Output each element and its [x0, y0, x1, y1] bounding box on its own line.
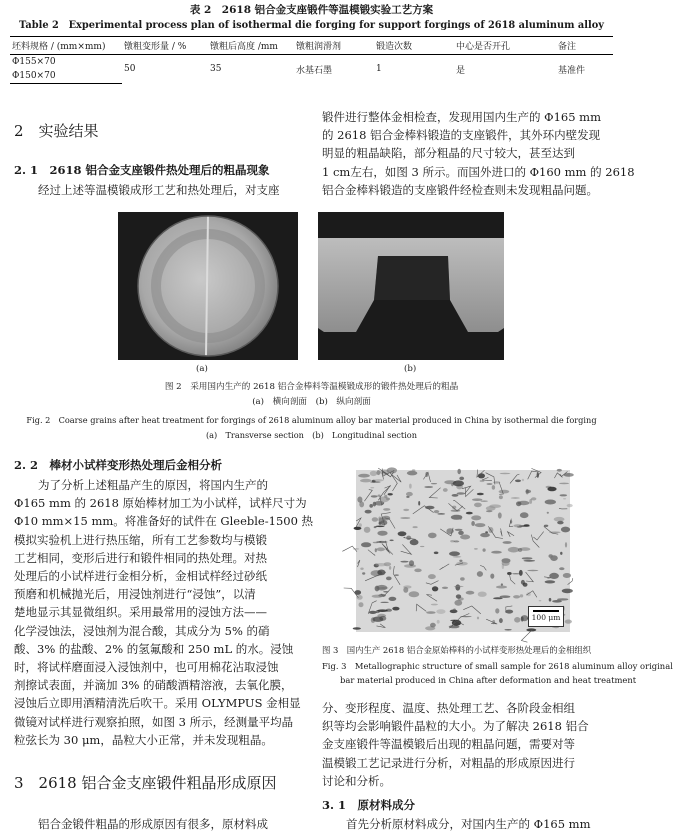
cell-deformation: 50: [124, 64, 136, 75]
paragraph: 经过上述等温模锻成形工艺和热处理后，对支座: [38, 183, 280, 197]
figure2a-photo: [118, 212, 298, 360]
figure3-caption-en-1: Fig. 3 Metallographic structure of small sample for 2618 aluminum alloy original: [322, 661, 673, 671]
paragraph: 首先分析原材料成分，对国内生产的 Φ165 mm: [346, 817, 591, 831]
figure2b-photo: [318, 212, 504, 360]
cell-times: 1: [376, 64, 382, 75]
paragraph-right-top: 锻件进行整体金相检查，发现用国内生产的 Φ165 mm 的 2618 铝合金棒料锻造的支座锻件，其外环内壁发现 明显的粗晶缺陷，部分粗晶的尺寸较大，甚至达到 1 cm左右，如图 3 所示。而国外进口的 Φ160 mm 的 2618 铝合金棒料锻造的支座锻件经检查则未发现粗晶问题。: [322, 110, 635, 197]
col-header: 锻造次数: [374, 37, 454, 55]
section-heading: 2 实验结果: [14, 122, 99, 140]
table-title-en: Table 2 Experimental process plan of isothermal die forging for support forgings of 2618 aluminum alloy: [19, 20, 604, 31]
paragraph-22: 为了分析上述粗晶产生的原因，将国内生产的 Φ165 mm 的 2618 原始棒材加工为小试样，试样尺寸为 Φ10 mm×15 mm。将准备好的试件在 Gleeble-1500 热 模拟实验机上进行热压缩，所有工艺参数均与模锻 工艺相同，变形后进行和锻件相同的热处理。对热 处理后的小试样进行金相分析，金相试样经过砂纸 预磨和机械抛光后，用浸蚀剂进行“浸蚀”，以清 楚地显示其显微组织。采用最常用的浸蚀方法—— 化学浸蚀法，浸蚀剂为混合酸，其成分为 5% 的硝 酸、3% 的盐酸、2% 的氢氟酸和 250 mL 的水。浸蚀 时，将试样磨面浸入浸蚀剂中，也可用棉花沾取浸蚀 剂擦试表面，并滴加 3% 的硝酸酒精溶液，去氧化膜， 浸蚀后立即用酒精清洗后吹干。采用 OLYMPUS 金相显 微镜对试样进行观察拍照，如图 3 所示，经测量平均晶 粒弦长为 30 μm，晶粒大小正常，并未发现粗晶。: [14, 478, 314, 747]
cell-spec: Φ150×70: [10, 69, 122, 84]
process-plan-table: [10, 36, 613, 84]
col-header: 中心是否开孔: [454, 37, 556, 55]
figure2-caption-en-sub: (a) Transverse section (b) Longitudinal section: [205, 430, 417, 440]
figure2-caption-cn-sub: (a) 横向剖面 (b) 纵向剖面: [252, 397, 371, 407]
cell-height: 35: [210, 64, 222, 75]
figure2-caption-cn: 图 2 采用国内生产的 2618 铝合金棒料等温模锻成形的锻件热处理后的粗晶: [164, 382, 459, 392]
subsection-heading: 2. 2 棒材小试样变形热处理后金相分析: [14, 458, 223, 472]
figure2-caption-en: Fig. 2 Coarse grains after heat treatment for forgings of 2618 aluminum alloy bar material produced in China by isothermal die forging: [26, 415, 597, 425]
paragraph: 铝合金锻件粗晶的形成原因有很多，原材料成: [38, 817, 268, 831]
figure2a-label: (a): [196, 364, 208, 374]
figure3-micrograph: [356, 470, 570, 632]
cell-spec: Φ155×70: [12, 57, 56, 67]
subsection-heading: 2. 1 2618 铝合金支座锻件热处理后的粗晶现象: [14, 163, 270, 177]
section-heading: 3 2618 铝合金支座锻件粗晶形成原因: [14, 774, 277, 792]
table-title-cn: 表 2 2618 铝合金支座锻件等温模锻实验工艺方案: [189, 4, 434, 16]
col-header: 镦粗润滑剂: [294, 37, 374, 55]
scale-bar-box: [528, 606, 564, 627]
scale-bar-label: 100 μm: [531, 613, 561, 622]
col-header: 备注: [556, 37, 613, 55]
col-header: 坯料规格 / (mm×mm): [10, 37, 122, 55]
transverse-section-image: [118, 212, 298, 360]
paragraph-right-bottom: 分、变形程度、温度、热处理工艺、各阶段金相组 织等均会影响锻件晶粒的大小。为了解决 2618 铝合 金支座锻件等温模锻后出现的粗晶问题，需要对等 温模锻工艺记录进行分析，对粗晶的形成原因进行 讨论和分析。: [322, 701, 589, 788]
table-header-row: [10, 37, 613, 55]
figure3-caption-en-2: bar material produced in China after deformation and heat treatment: [340, 675, 637, 685]
subsection-heading: 3. 1 原材料成分: [322, 798, 416, 812]
col-header: 镦粗后高度 /mm: [208, 37, 294, 55]
table-row: [10, 55, 613, 70]
col-header: 镦粗变形量 / %: [122, 37, 208, 55]
figure2b-label: (b): [404, 364, 417, 374]
longitudinal-section-image: [318, 212, 504, 360]
cell-lubricant: 水基石墨: [296, 65, 333, 76]
figure3-caption-cn: 图 3 国内生产 2618 铝合金原始棒料的小试样变形热处理后的金相组织: [322, 645, 592, 655]
cell-note: 基准件: [558, 65, 586, 76]
cell-hole: 是: [456, 65, 466, 76]
scale-bar: [533, 610, 559, 612]
